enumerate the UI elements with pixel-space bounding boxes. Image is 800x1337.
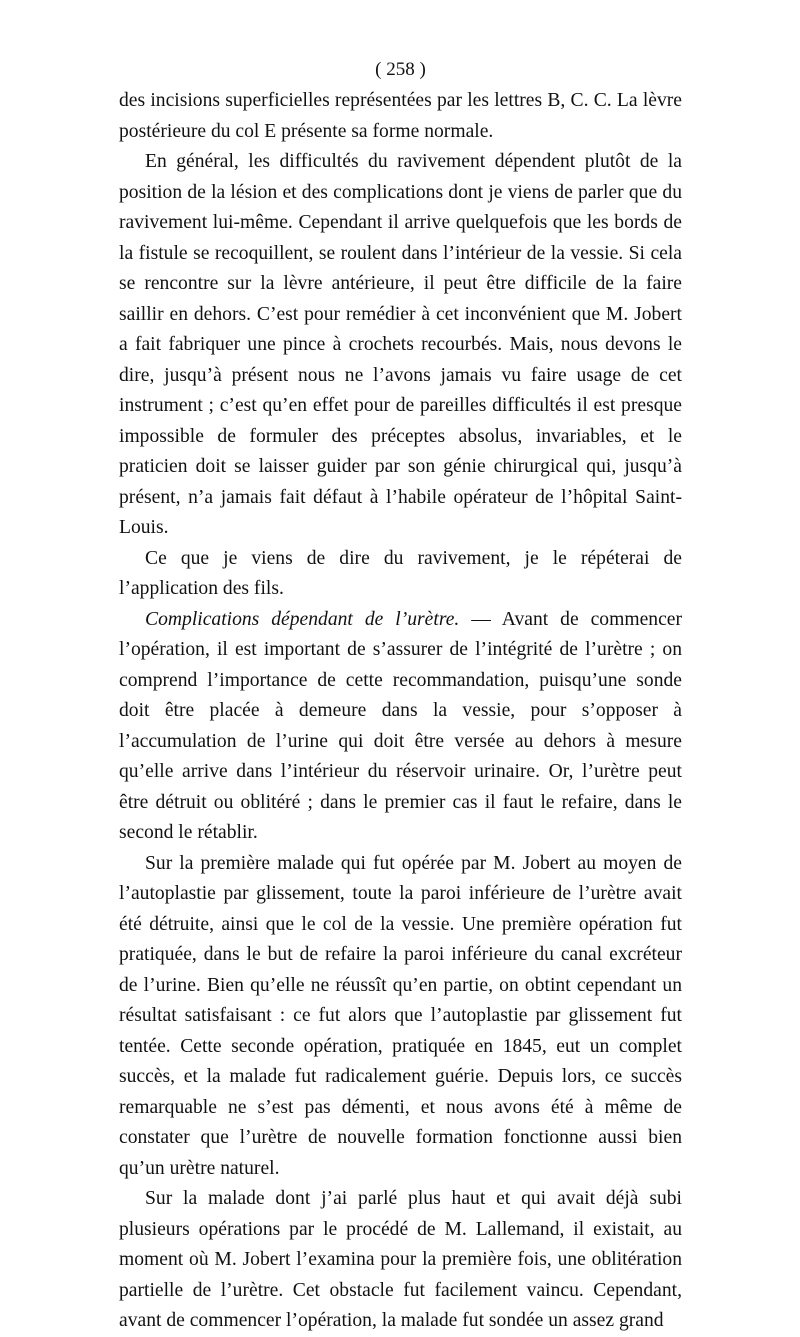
book-page — [119, 56, 682, 1337]
paragraph-complications-uretre — [119, 605, 682, 849]
paragraph-application-fils — [119, 544, 682, 605]
paragraph-text: Sur la première malade qui fut opérée par M. Jobert au moyen de l’autoplastie par glissement, toute la paroi inférieure de l’urètre avait été détruite, ainsi que le col de la vessie. Une première opération fut pratiquée, dans le but de refaire la paroi inférieure du canal excréteur de l’urine. Bien qu’elle ne réussît qu’en partie, on obtint cependant un résultat satisfaisant : ce fut alors que l’autoplastie par glissement fut tentée. Cette seconde opération, pratiquée en 1845, eut un complet succès, et la malade fut radicalement guérie. Depuis lors, ce succès remarquable ne s’est pas démenti, et nous avons été à même de constater que l’urètre de nouvelle formation fonctionne aussi bien qu’un urètre naturel. — [119, 852, 682, 1179]
paragraph-text: — Avant de commencer l’opération, il est important de s’assurer de l’intégrité de l’urètre ; on comprend l’importance de cette recommandation, puisqu’une sonde doit être placée à demeure dans la vessie, pour s’opposer à l’accumulation de l’urine qui doit être versée au dehors à mesure qu’elle arrive dans l’intérieur du réservoir urinaire. Or, l’urètre peut être détruit ou oblitéré ; dans le premier cas il faut le refaire, dans le second le rétablir. — [119, 608, 682, 843]
paragraph-text: Ce que je viens de dire du ravivement, je le répéterai de l’application des fils. — [119, 547, 682, 599]
paragraph-continuation — [119, 86, 682, 147]
paragraph-text: En général, les difficultés du ravivement dépendent plutôt de la position de la lésion et des complications dont je viens de parler que du ravivement lui-même. Cependant il arrive quelquefois que les bords de la fistule se recoquillent, se roulent dans l’intérieur de la vessie. Si cela se rencontre sur la lèvre antérieure, il peut être difficile de la faire saillir en dehors. C’est pour remédier à cet inconvénient que M. Jobert a fait fabriquer une pince à crochets recourbés. Mais, nous devons le dire, jusqu’à présent nous ne l’avons jamais vu faire usage de cet instrument ; c’est qu’en effet pour de pareilles difficultés il est presque impossible de formuler des préceptes absolus, invariables, et le praticien doit se laisser guider par son génie chirurgical qui, jusqu’à présent, n’a jamais fait défaut à l’habile opérateur de l’hôpital Saint-Louis. — [119, 151, 682, 538]
section-title: Complications dépendant de l’urètre. — [145, 608, 460, 630]
paragraph-malade-lallemand — [119, 1184, 682, 1337]
paragraph-ravivement — [119, 147, 682, 544]
page-number: ( 258 ) — [375, 59, 426, 80]
paragraph-text: des incisions superficielles représentées par les lettres B, C. C. La lèvre postérieure du col E présente sa forme normale. — [119, 90, 682, 142]
paragraph-text: Sur la malade dont j’ai parlé plus haut et qui avait déjà subi plusieurs opérations par le procédé de M. Lallemand, il existait, au moment où M. Jobert l’examina pour la première fois, une oblitération partielle de l’urètre. Cet obstacle fut facilement vaincu. Cependant, avant de commencer l’opération, la malade fut sondée un assez grand — [119, 1188, 682, 1331]
paragraph-premiere-malade — [119, 849, 682, 1185]
